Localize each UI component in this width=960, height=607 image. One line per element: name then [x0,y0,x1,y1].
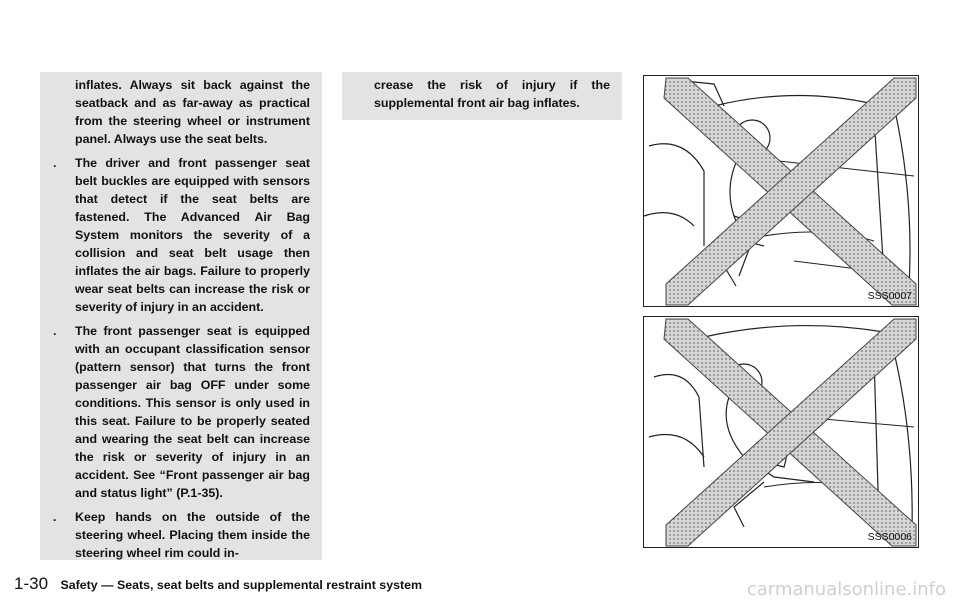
bullet-text: The driver and front passenger seat belt buckles are equipped with sensors that detect if the seat belts are fastened. The Advanced Air Bag System monitors the severity of a collision and seat belt usage then inflates the air bags. Failure to properly wear seat belts can increase the risk or severity of injury in an accident. [75,156,310,314]
figure-code: SSS0007 [867,290,912,302]
bullet-marker: . [53,510,57,524]
figure-sss0006 [643,316,919,548]
figure-sss0007 [643,75,919,307]
warning-box-middle [342,72,622,120]
warning-box-left [40,72,322,560]
crossed-out-child-seated-too-close-icon [644,76,918,306]
page-number: 1-30 [14,574,49,593]
intro-text: inflates. Always sit back against the seatback and as far-away as practical from the steering wheel or instrument panel. Always use the seat belts. [75,78,310,146]
bullet-text: Keep hands on the outside of the steering wheel. Placing them inside the steering wheel rim could in- [75,510,310,560]
watermark: carmanualsonline.info [746,579,946,600]
continued-text: crease the risk of injury if the supplemental front air bag inflates. [374,78,610,110]
bullet-item [53,508,310,562]
figure-code: SSS0006 [867,531,912,543]
page-footer [14,574,422,594]
chapter-title: Safety — Seats, seat belts and supplemental restraint system [60,578,423,592]
crossed-out-child-leaning-forward-icon [644,317,918,547]
bullet-marker: . [53,324,57,338]
bullet-item [53,322,310,502]
bullet-marker: . [53,156,57,170]
bullet-text: The front passenger seat is equipped with an occupant classification sensor (pattern sensor) that turns the front passenger air bag OFF under some conditions. This sensor is only used in this seat. Failure to be properly seated and wearing the seat belt can increase the risk or severity of injury in an accident. See “Front passenger air bag and status light” (P.1-35). [75,324,310,500]
bullet-item [53,154,310,316]
